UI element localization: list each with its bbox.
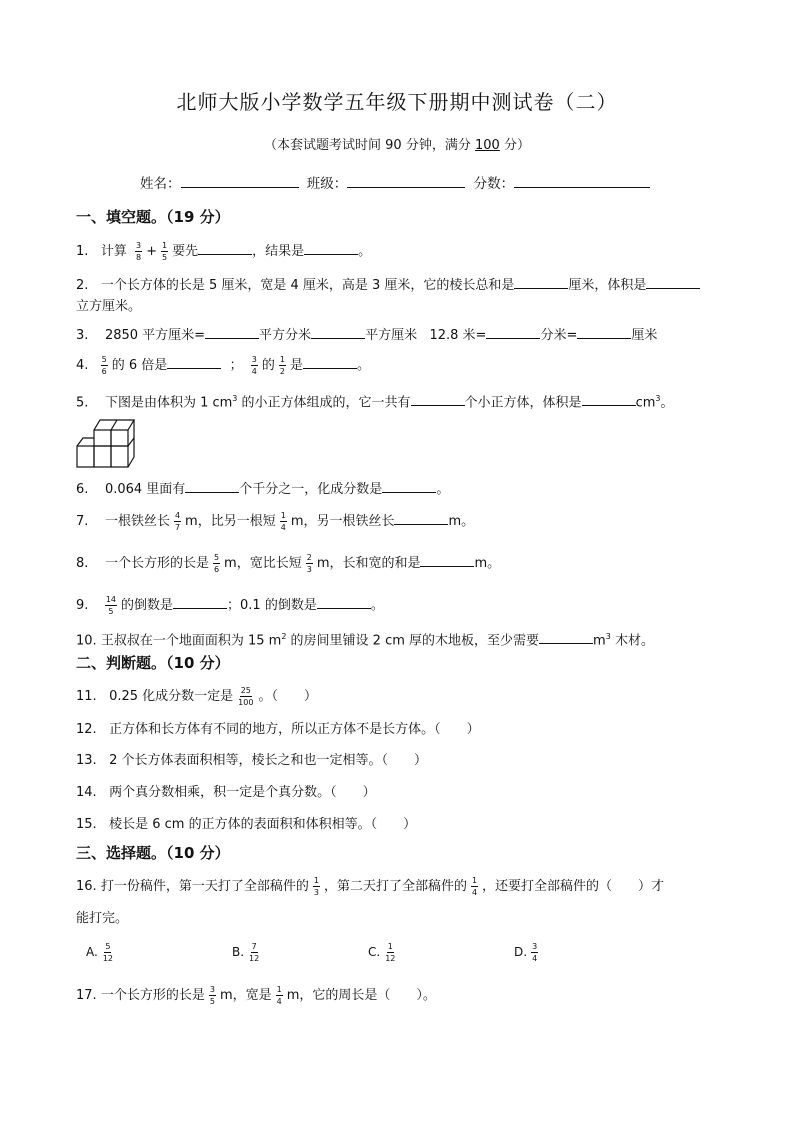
answer-blank[interactable]: [411, 391, 465, 406]
q-number: 17.: [76, 988, 97, 1003]
numerator: 1: [161, 241, 168, 250]
fraction: [209, 985, 216, 1006]
answer-blank[interactable]: [486, 324, 540, 339]
question-4: [76, 354, 370, 376]
score-label: 分数：: [473, 176, 515, 192]
score-field[interactable]: [514, 173, 650, 188]
numerator: 3: [251, 355, 257, 364]
fraction: [102, 942, 114, 963]
superscript: 3: [655, 394, 661, 403]
question-3: [76, 324, 657, 345]
denominator: 4: [532, 954, 538, 963]
question-9: [76, 594, 384, 616]
q-text: 2850 平方厘米=: [104, 328, 206, 343]
option-a[interactable]: [86, 942, 118, 963]
option-label: B.: [232, 945, 245, 959]
student-info-row: [140, 172, 650, 192]
question-16-cont: 能打完。: [76, 911, 129, 926]
numerator: 1: [276, 985, 282, 994]
q-text: 。: [358, 244, 372, 259]
q-text: 木材。: [614, 633, 654, 649]
superscript: 2: [281, 632, 287, 641]
answer-blank[interactable]: [198, 240, 252, 255]
q-text: 下图是由体积为 1 cm: [104, 395, 233, 411]
q-text: 分米=: [540, 328, 578, 343]
question-12: [76, 721, 480, 739]
q-text: cm: [635, 395, 656, 411]
q-text: m，比另一根短: [185, 514, 276, 529]
q-text: 。（ ）: [258, 689, 317, 704]
denominator: 100: [238, 698, 254, 707]
denominator: 3: [313, 888, 319, 897]
fraction: [101, 355, 108, 376]
numerator: 3: [209, 985, 215, 994]
answer-blank[interactable]: [173, 594, 227, 609]
option-c[interactable]: [368, 942, 400, 963]
question-5: [76, 390, 673, 412]
class-label: 班级：: [306, 176, 348, 192]
answer-blank[interactable]: [420, 552, 474, 567]
q-text: 一个长方形的长是: [104, 556, 209, 571]
numerator: 3: [532, 942, 538, 951]
numerator: 25: [240, 686, 251, 695]
numerator: 5: [213, 553, 220, 562]
cube-edge: [77, 438, 94, 446]
exam-title: 北师大版小学数学五年级下册期中测试卷（二）: [176, 90, 618, 114]
q-text: 。: [660, 395, 674, 411]
q-text: 的小正方体组成的，它一共有: [241, 395, 411, 411]
q-number: 4.: [76, 358, 89, 373]
numerator: 5: [101, 355, 107, 364]
fraction: [105, 595, 117, 616]
numerator: 1: [279, 355, 285, 364]
q-text: 。: [370, 598, 384, 613]
q-text: m，长和宽的和是: [316, 556, 421, 571]
question-17: [76, 985, 436, 1006]
option-d[interactable]: [514, 942, 542, 963]
q-text: m: [593, 633, 606, 649]
fraction: [384, 942, 396, 963]
answer-blank[interactable]: [646, 274, 700, 289]
q-text: ，还要打全部稿件的（ ）才: [482, 879, 665, 894]
q-text: ；0.1 的倒数是: [227, 598, 317, 613]
answer-blank[interactable]: [394, 510, 448, 525]
denominator: 6: [101, 367, 107, 376]
numerator: 1: [313, 876, 319, 885]
name-field[interactable]: [181, 173, 299, 188]
superscript: 3: [605, 632, 611, 641]
q-text: ，结果是: [252, 244, 305, 259]
fraction: [174, 511, 181, 532]
option-label: C.: [368, 945, 381, 959]
answer-blank[interactable]: [582, 391, 636, 406]
answer-blank[interactable]: [303, 354, 357, 369]
fraction: [280, 511, 287, 532]
numerator: 14: [105, 595, 116, 604]
q-text: m，宽比长短: [224, 556, 302, 571]
cube-face: [77, 446, 94, 467]
q-number: 14.: [76, 785, 97, 800]
q-text: 。: [356, 358, 370, 373]
numerator: 4: [174, 511, 181, 520]
q-text: 一根铁丝长: [104, 514, 170, 529]
cube-face: [111, 430, 128, 446]
fraction: [213, 553, 220, 574]
q-text: ，第二天打了全部稿件的: [323, 879, 467, 894]
answer-blank[interactable]: [167, 354, 221, 369]
q-text: m，宽是: [219, 988, 272, 1003]
numerator: 5: [105, 942, 111, 951]
superscript: 3: [232, 394, 238, 403]
denominator: 8: [135, 253, 142, 262]
question-6: [76, 478, 449, 499]
q-text: 0.25 化成分数一定是: [109, 689, 234, 704]
q-text: 厘米，体积是: [568, 278, 647, 293]
fraction: [276, 985, 283, 1006]
denominator: 4: [251, 367, 257, 376]
fraction: [279, 355, 286, 376]
cube-face: [111, 446, 128, 467]
q-text: 一个长方形的长是: [100, 988, 205, 1003]
answer-blank[interactable]: [185, 478, 239, 493]
q-text: 平方厘米: [365, 328, 418, 343]
q-text: 正方体和长方体有不同的地方，所以正方体不是长方体。（ ）: [109, 722, 480, 737]
name-label: 姓名：: [140, 176, 181, 192]
q-text: 的 6 倍是: [111, 358, 168, 373]
denominator: 5: [209, 997, 215, 1006]
q-number: 16.: [76, 879, 97, 894]
q-text: 计算: [100, 244, 127, 259]
q-text: m，它的周长是（ ）。: [286, 988, 436, 1003]
answer-blank[interactable]: [577, 324, 631, 339]
denominator: 4: [280, 523, 286, 532]
fraction: [306, 553, 313, 574]
q-text: 要先: [172, 244, 199, 259]
fraction: [248, 942, 260, 963]
fraction: [237, 686, 254, 707]
q-text: 平方分米: [259, 328, 312, 343]
answer-blank[interactable]: [514, 274, 568, 289]
numerator: 3: [135, 241, 142, 250]
fraction: [161, 241, 168, 262]
question-13: [76, 752, 427, 770]
denominator: 4: [471, 888, 478, 897]
q-text: 厘米: [631, 328, 658, 343]
question-2-cont: 立方厘米。: [76, 299, 142, 314]
question-8: [76, 552, 500, 574]
option-label: A.: [86, 945, 98, 959]
denominator: 12: [385, 954, 396, 963]
subtitle-text-end: 分）: [499, 138, 530, 153]
q-text: 一个长方体的长是 5 厘米，宽是 4 厘米，高是 3 厘米，它的棱长总和是: [100, 278, 515, 293]
denominator: 3: [306, 565, 312, 574]
q-text: 12.8 米=: [429, 328, 487, 343]
fraction: [313, 876, 320, 897]
answer-blank[interactable]: [311, 324, 365, 339]
cube-edge: [128, 438, 134, 446]
q-text: 打一份稿件，第一天打了全部稿件的: [100, 879, 309, 894]
denominator: 6: [213, 565, 220, 574]
section-true-false: 二、判断题。（10 分）: [76, 654, 230, 672]
q-number: 2.: [76, 278, 89, 293]
cube-stack-figure: [76, 416, 136, 470]
numerator: 7: [251, 942, 257, 951]
full-score: 100: [474, 138, 500, 153]
q-number: 7.: [76, 514, 89, 529]
answer-blank[interactable]: [539, 629, 593, 644]
cube-face: [94, 446, 111, 467]
q-text: 。: [436, 482, 450, 497]
q-text: 是: [289, 358, 303, 373]
q-text: m。: [474, 556, 501, 571]
q-number: 11.: [76, 689, 97, 704]
question-14: [76, 784, 376, 802]
q-number: 12.: [76, 722, 97, 737]
answer-blank[interactable]: [317, 594, 371, 609]
option-label: D.: [514, 945, 528, 959]
q-number: 3.: [76, 328, 89, 343]
cube-edge: [111, 420, 117, 430]
question-2: [76, 274, 700, 295]
q-text: 个小正方体，体积是: [464, 395, 582, 411]
fraction: [471, 876, 478, 897]
q-text: 的房间里铺设 2 cm 厚的木地板，至少需要: [290, 633, 540, 649]
denominator: 7: [174, 523, 181, 532]
denominator: 2: [279, 367, 285, 376]
subtitle-text: （本套试题考试时间 90 分钟，满分: [264, 138, 475, 153]
q-text: 0.064 里面有: [104, 482, 186, 497]
denominator: 5: [161, 253, 168, 262]
numerator: 2: [306, 553, 312, 562]
numerator: 1: [387, 942, 393, 951]
q-text: 个千分之一，化成分数是: [239, 482, 383, 497]
q-text: 棱长是 6 cm 的正方体的表面积和体积相等。（ ）: [109, 817, 417, 832]
answer-blank[interactable]: [382, 478, 436, 493]
cube-edge: [128, 420, 134, 467]
q-text: 2 个长方体表面积相等，棱长之和也一定相等。（ ）: [109, 753, 427, 768]
q-number: 10.: [76, 633, 97, 649]
numerator: 1: [471, 876, 478, 885]
answer-blank[interactable]: [304, 240, 358, 255]
question-15: [76, 816, 416, 834]
option-b[interactable]: [232, 942, 264, 963]
q-number: 13.: [76, 753, 97, 768]
q-number: 15.: [76, 817, 97, 832]
class-field[interactable]: [347, 173, 465, 188]
section-fill-blank: 一、填空题。（19 分）: [76, 208, 230, 226]
q-number: 8.: [76, 556, 89, 571]
denominator: 12: [102, 954, 113, 963]
q-text: 王叔叔在一个地面面积为 15 m: [100, 633, 282, 649]
q-text: 的: [261, 358, 275, 373]
q-text: 两个真分数相乘，积一定是个真分数。（ ）: [109, 785, 376, 800]
q-number: 1.: [76, 244, 89, 259]
denominator: 12: [249, 954, 260, 963]
q-text: m。: [448, 514, 475, 529]
denominator: 5: [108, 607, 114, 616]
answer-blank[interactable]: [205, 324, 259, 339]
section-multiple-choice: 三、选择题。（10 分）: [76, 844, 230, 862]
exam-subtitle: [0, 134, 794, 153]
q-text: m，另一根铁丝长: [290, 514, 395, 529]
question-7: [76, 510, 474, 532]
fraction: [531, 942, 538, 963]
plus-sign: +: [146, 244, 157, 259]
q-text: ；: [229, 358, 243, 373]
cube-face: [94, 430, 111, 446]
fraction: [135, 241, 142, 262]
question-10: [76, 628, 654, 650]
question-1: [76, 240, 371, 262]
fraction: [251, 355, 258, 376]
numerator: 1: [280, 511, 286, 520]
q-number: 5.: [76, 395, 89, 411]
q-text: 的倒数是: [121, 598, 174, 613]
question-11: [76, 686, 317, 707]
denominator: 4: [276, 997, 282, 1006]
q-number: 6.: [76, 482, 89, 497]
question-16: [76, 876, 664, 897]
q-number: 9.: [76, 598, 89, 613]
